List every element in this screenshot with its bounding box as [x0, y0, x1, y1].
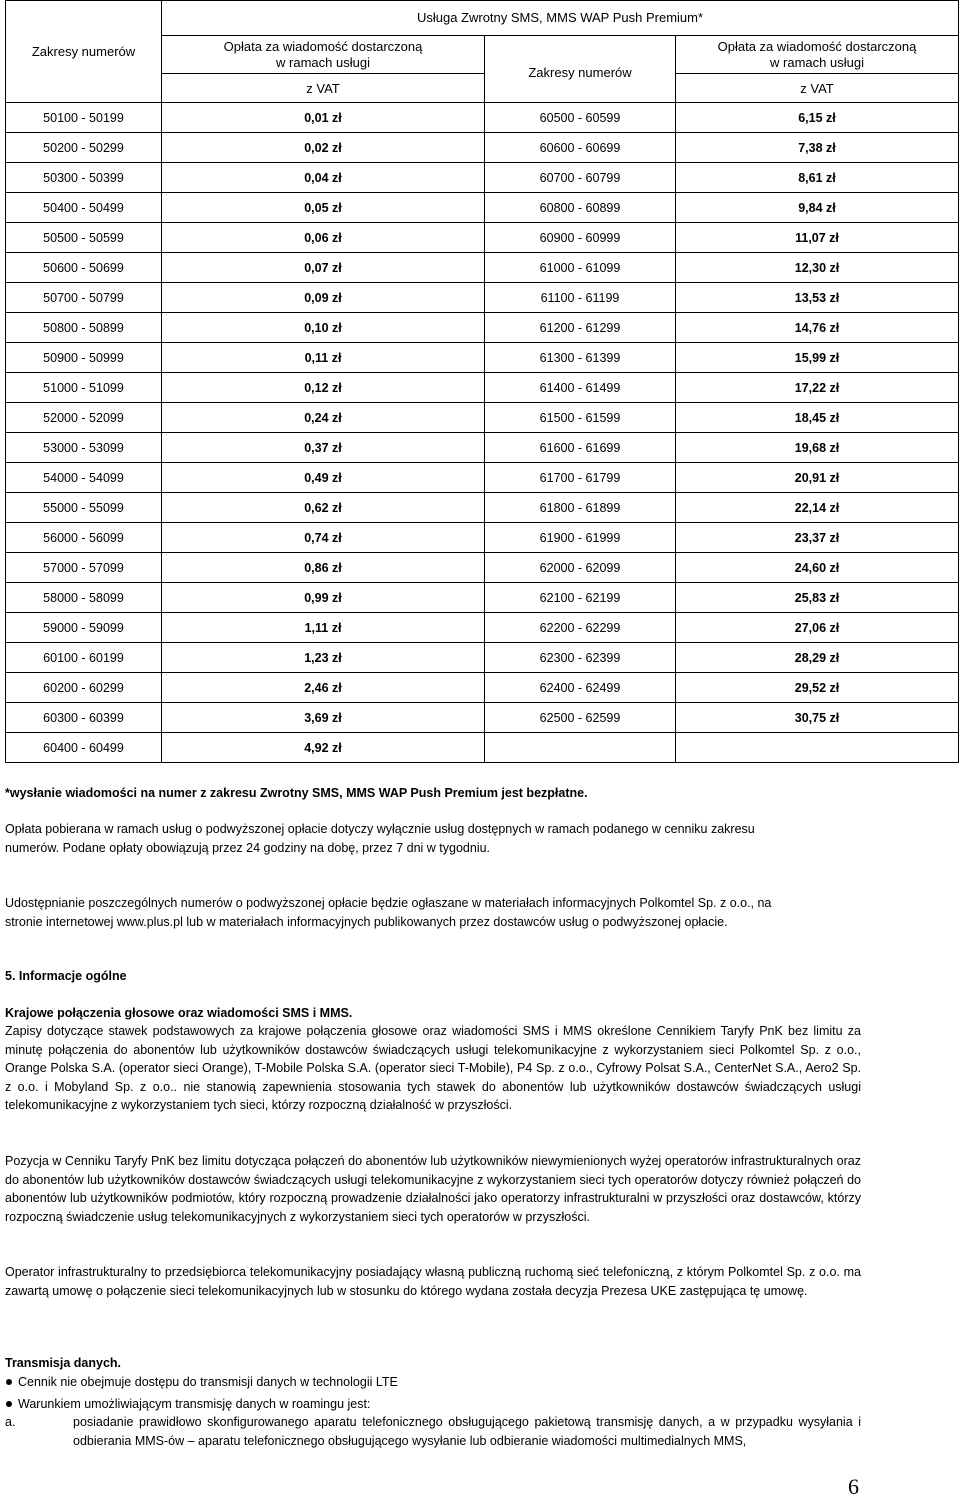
cell-range-left: 60300 - 60399: [6, 703, 162, 733]
cell-fee-left: 0,86 zł: [162, 553, 485, 583]
list-item: [5, 1395, 861, 1413]
cell-fee-left: 0,09 zł: [162, 283, 485, 313]
premium-sms-tariff-table: [5, 0, 959, 763]
cell-fee-right: 30,75 zł: [676, 703, 959, 733]
paragraph-number-publication-line2: stronie internetowej www.plus.pl lub w materiałach informacyjnych publikowanych przez dostawców usług o podwyższonej opłacie.: [5, 914, 728, 929]
cell-range-right: 62000 - 62099: [485, 553, 676, 583]
cell-range-left: 58000 - 58099: [6, 583, 162, 613]
cell-range-right: 62400 - 62499: [485, 673, 676, 703]
cell-range-right: 61400 - 61499: [485, 373, 676, 403]
paragraph-infrastructure-operators: Pozycja w Cenniku Taryfy PnK bez limitu dotycząca połączeń do abonentów lub użytkowników niewymienionych wyżej operatorów infrastrukturalnych oraz do abonentów lub użytkowników dostawców świadczących usługi telekomunikacyjne z wykorzystaniem sieci tych operatorów dotyczy również połączeń do abonentów lub użytkowników podmiotów, który rozpoczną prowadzenie działalności jako operatorzy infrastrukturalni w przyszłości oraz dostawców, którzy rozpoczną świadczenie usług telekomunikacyjnych z wykorzystaniem sieci tych operatorów w przyszłości.: [5, 1154, 861, 1224]
cell-range-right: 61300 - 61399: [485, 343, 676, 373]
col-header-vat-left: z VAT: [162, 74, 485, 103]
table-row: [6, 283, 959, 313]
cell-range-right: 61800 - 61899: [485, 493, 676, 523]
cell-fee-right: 14,76 zł: [676, 313, 959, 343]
cell-range-right: 62200 - 62299: [485, 613, 676, 643]
col-header-vat-right: z VAT: [676, 74, 959, 103]
cell-range-right: 61500 - 61599: [485, 403, 676, 433]
paragraph-fee-scope-line1: Opłata pobierana w ramach usług o podwyższonej opłacie dotyczy wyłącznie usług dostępnych w ramach podanego w cenniku zakresu: [5, 822, 755, 836]
table-row: [6, 193, 959, 223]
cell-range-right: 60700 - 60799: [485, 163, 676, 193]
bullet-text-roaming-condition: Warunkiem umożliwiającym transmisję danych w roamingu jest:: [18, 1397, 371, 1411]
cell-fee-left: 0,99 zł: [162, 583, 485, 613]
table-row: [6, 163, 959, 193]
cell-fee-left: 4,92 zł: [162, 733, 485, 763]
col-header-fee-right-line1: Opłata za wiadomość dostarczoną: [717, 38, 917, 54]
cell-range-left: 56000 - 56099: [6, 523, 162, 553]
cell-range-right: 61600 - 61699: [485, 433, 676, 463]
cell-range-right: 61700 - 61799: [485, 463, 676, 493]
col-header-fee-right: [676, 36, 959, 74]
cell-fee-right: 6,15 zł: [676, 103, 959, 133]
cell-range-left: 50900 - 50999: [6, 343, 162, 373]
cell-fee-left: 0,05 zł: [162, 193, 485, 223]
cell-fee-left: 1,23 zł: [162, 643, 485, 673]
cell-fee-left: 0,12 zł: [162, 373, 485, 403]
paragraph-fee-scope-line2: numerów. Podane opłaty obowiązują przez 24 godziny na dobę, przez 7 dni w tygodniu.: [5, 840, 491, 855]
cell-fee-left: 0,62 zł: [162, 493, 485, 523]
cell-fee-left: 0,10 zł: [162, 313, 485, 343]
cell-range-left: 50600 - 50699: [6, 253, 162, 283]
condition-item-a-text: posiadanie prawidłowo skonfigurowanego aparatu telefonicznego obsługującego pakietową transmisję danych, a w przypadku wysyłania i odbierania MMS-ów – aparatu telefonicznego obsługującego wysyłanie lub odbieranie wiadomości multimedialnych MMS,: [73, 1415, 861, 1448]
cell-fee-left: 0,49 zł: [162, 463, 485, 493]
table-row: [6, 403, 959, 433]
cell-fee-right: 11,07 zł: [676, 223, 959, 253]
paragraph-number-publication-line1: Udostępnianie poszczególnych numerów o podwyższonej opłacie będzie ogłaszane w materiałach informacyjnych Polkomtel Sp. z o.o., na: [5, 896, 772, 910]
table-row: [6, 523, 959, 553]
page-number: 6: [848, 1474, 859, 1499]
paragraph-fee-scope: [5, 820, 861, 857]
table-row: [6, 103, 959, 133]
tariff-rows: [6, 103, 959, 763]
cell-fee-right: 27,06 zł: [676, 613, 959, 643]
table-row: [6, 703, 959, 733]
subheading-domestic-calls: Krajowe połączenia głosowe oraz wiadomości SMS i MMS.: [5, 1006, 353, 1020]
cell-fee-left: 0,01 zł: [162, 103, 485, 133]
cell-fee-left: 0,11 zł: [162, 343, 485, 373]
cell-fee-right: 19,68 zł: [676, 433, 959, 463]
col-header-range-left: Zakresy numerów: [6, 1, 162, 103]
cell-range-left: 59000 - 59099: [6, 613, 162, 643]
cell-fee-right: 15,99 zł: [676, 343, 959, 373]
cell-fee-right: [676, 733, 959, 763]
cell-range-left: 53000 - 53099: [6, 433, 162, 463]
cell-range-left: 52000 - 52099: [6, 403, 162, 433]
table-row: [6, 313, 959, 343]
cell-fee-right: 17,22 zł: [676, 373, 959, 403]
data-transfer-list: [5, 1373, 861, 1450]
cell-fee-right: 25,83 zł: [676, 583, 959, 613]
table-row: [6, 583, 959, 613]
cell-range-left: 50500 - 50599: [6, 223, 162, 253]
table-row: [6, 373, 959, 403]
cell-range-left: 54000 - 54099: [6, 463, 162, 493]
cell-range-left: 51000 - 51099: [6, 373, 162, 403]
cell-fee-left: 0,37 zł: [162, 433, 485, 463]
cell-range-left: 50400 - 50499: [6, 193, 162, 223]
cell-range-right: 62300 - 62399: [485, 643, 676, 673]
list-item: [5, 1373, 861, 1395]
table-row: [6, 673, 959, 703]
cell-fee-left: 0,06 zł: [162, 223, 485, 253]
cell-range-left: 55000 - 55099: [6, 493, 162, 523]
cell-fee-left: 0,04 zł: [162, 163, 485, 193]
cell-range-right: 60500 - 60599: [485, 103, 676, 133]
cell-fee-left: 0,74 zł: [162, 523, 485, 553]
cell-range-right: 62100 - 62199: [485, 583, 676, 613]
cell-fee-left: 3,69 zł: [162, 703, 485, 733]
cell-fee-right: 8,61 zł: [676, 163, 959, 193]
paragraph-number-publication: [5, 894, 875, 931]
condition-item-a-marker: a.: [5, 1415, 16, 1429]
bullet-icon: [6, 1379, 12, 1385]
cell-fee-left: 0,24 zł: [162, 403, 485, 433]
paragraph-base-rates: Zapisy dotyczące stawek podstawowych za krajowe połączenia głosowe oraz wiadomości SMS i MMS określone Cennikiem Taryfy PnK bez limitu za minutę połączenia do abonentów lub użytkowników dostawców świadczących usługi telekomunikacyjne z wykorzystaniem sieci Polkomtel Sp. z o.o., Orange Polska S.A. (operator sieci Orange), T-Mobile Polska S.A. (operator sieci T-Mobile), P4 Sp. z o.o., Cyfrowy Polsat S.A., CenterNet S.A., Aero2 Sp. z o.o. i Mobyland Sp. z o.o.. nie stanowią zapewnienia stosowania tych stawek do abonentów lub użytkowników dostawców świadczących usługi telekomunikacyjne z wykorzystaniem tych sieci, którzy rozpoczną działalność w przyszłości.: [5, 1024, 861, 1112]
table-row: [6, 553, 959, 583]
col-header-fee-left-line2: w ramach usługi: [276, 54, 370, 70]
cell-fee-right: 22,14 zł: [676, 493, 959, 523]
cell-range-left: 50300 - 50399: [6, 163, 162, 193]
cell-range-left: 50100 - 50199: [6, 103, 162, 133]
cell-range-right: [485, 733, 676, 763]
bullet-icon: [6, 1401, 12, 1407]
cell-range-right: 61900 - 61999: [485, 523, 676, 553]
table-row: [6, 433, 959, 463]
col-header-fee-left-line1: Opłata za wiadomość dostarczoną: [223, 38, 423, 54]
cell-range-right: 61100 - 61199: [485, 283, 676, 313]
cell-range-left: 60100 - 60199: [6, 643, 162, 673]
cell-range-right: 60900 - 60999: [485, 223, 676, 253]
data-transfer-bullets: [5, 1373, 861, 1413]
table-row: [6, 133, 959, 163]
table-row: [6, 613, 959, 643]
section-heading-general-info: 5. Informacje ogólne: [5, 969, 127, 983]
cell-range-right: 60600 - 60699: [485, 133, 676, 163]
cell-range-left: 60400 - 60499: [6, 733, 162, 763]
cell-fee-left: 0,07 zł: [162, 253, 485, 283]
cell-fee-right: 12,30 zł: [676, 253, 959, 283]
table-row: [6, 493, 959, 523]
cell-fee-left: 1,11 zł: [162, 613, 485, 643]
cell-range-left: 57000 - 57099: [6, 553, 162, 583]
cell-fee-right: 9,84 zł: [676, 193, 959, 223]
cell-fee-right: 13,53 zł: [676, 283, 959, 313]
table-row: [6, 463, 959, 493]
cell-range-right: 61200 - 61299: [485, 313, 676, 343]
cell-range-left: 50200 - 50299: [6, 133, 162, 163]
cell-range-left: 50800 - 50899: [6, 313, 162, 343]
footnote-free-message: *wysłanie wiadomości na numer z zakresu Zwrotny SMS, MMS WAP Push Premium jest bezpłatne.: [5, 786, 588, 800]
cell-fee-right: 24,60 zł: [676, 553, 959, 583]
col-header-fee-left: [162, 36, 485, 74]
condition-item-a: [5, 1413, 861, 1450]
cell-fee-right: 23,37 zł: [676, 523, 959, 553]
col-header-fee-right-line2: w ramach usługi: [770, 54, 864, 70]
cell-fee-right: 28,29 zł: [676, 643, 959, 673]
col-header-range-right: Zakresy numerów: [485, 36, 676, 103]
cell-range-right: 60800 - 60899: [485, 193, 676, 223]
cell-range-right: 62500 - 62599: [485, 703, 676, 733]
cell-range-left: 60200 - 60299: [6, 673, 162, 703]
cell-fee-left: 0,02 zł: [162, 133, 485, 163]
paragraph-operator-definition: Operator infrastrukturalny to przedsiębiorca telekomunikacyjny posiadający własną publiczną ruchomą sieć telefoniczną, z którym Polkomtel Sp. z o.o. ma zawartą umowę o połączenie sieci telekomunikacyjnych lub w stosunku do którego wydana została decyzja Prezesa UKE zastępująca tę umowę.: [5, 1265, 861, 1298]
table-row: [6, 343, 959, 373]
cell-fee-right: 7,38 zł: [676, 133, 959, 163]
table-row: [6, 223, 959, 253]
cell-fee-right: 29,52 zł: [676, 673, 959, 703]
bullet-text-lte: Cennik nie obejmuje dostępu do transmisji danych w technologii LTE: [18, 1375, 398, 1389]
cell-fee-right: 18,45 zł: [676, 403, 959, 433]
cell-range-left: 50700 - 50799: [6, 283, 162, 313]
table-title: Usługa Zwrotny SMS, MMS WAP Push Premium*: [162, 1, 959, 36]
cell-fee-right: 20,91 zł: [676, 463, 959, 493]
table-row: [6, 643, 959, 673]
section-heading-data-transfer: Transmisja danych.: [5, 1356, 122, 1370]
table-row: [6, 253, 959, 283]
cell-fee-left: 2,46 zł: [162, 673, 485, 703]
table-row: [6, 733, 959, 763]
cell-range-right: 61000 - 61099: [485, 253, 676, 283]
